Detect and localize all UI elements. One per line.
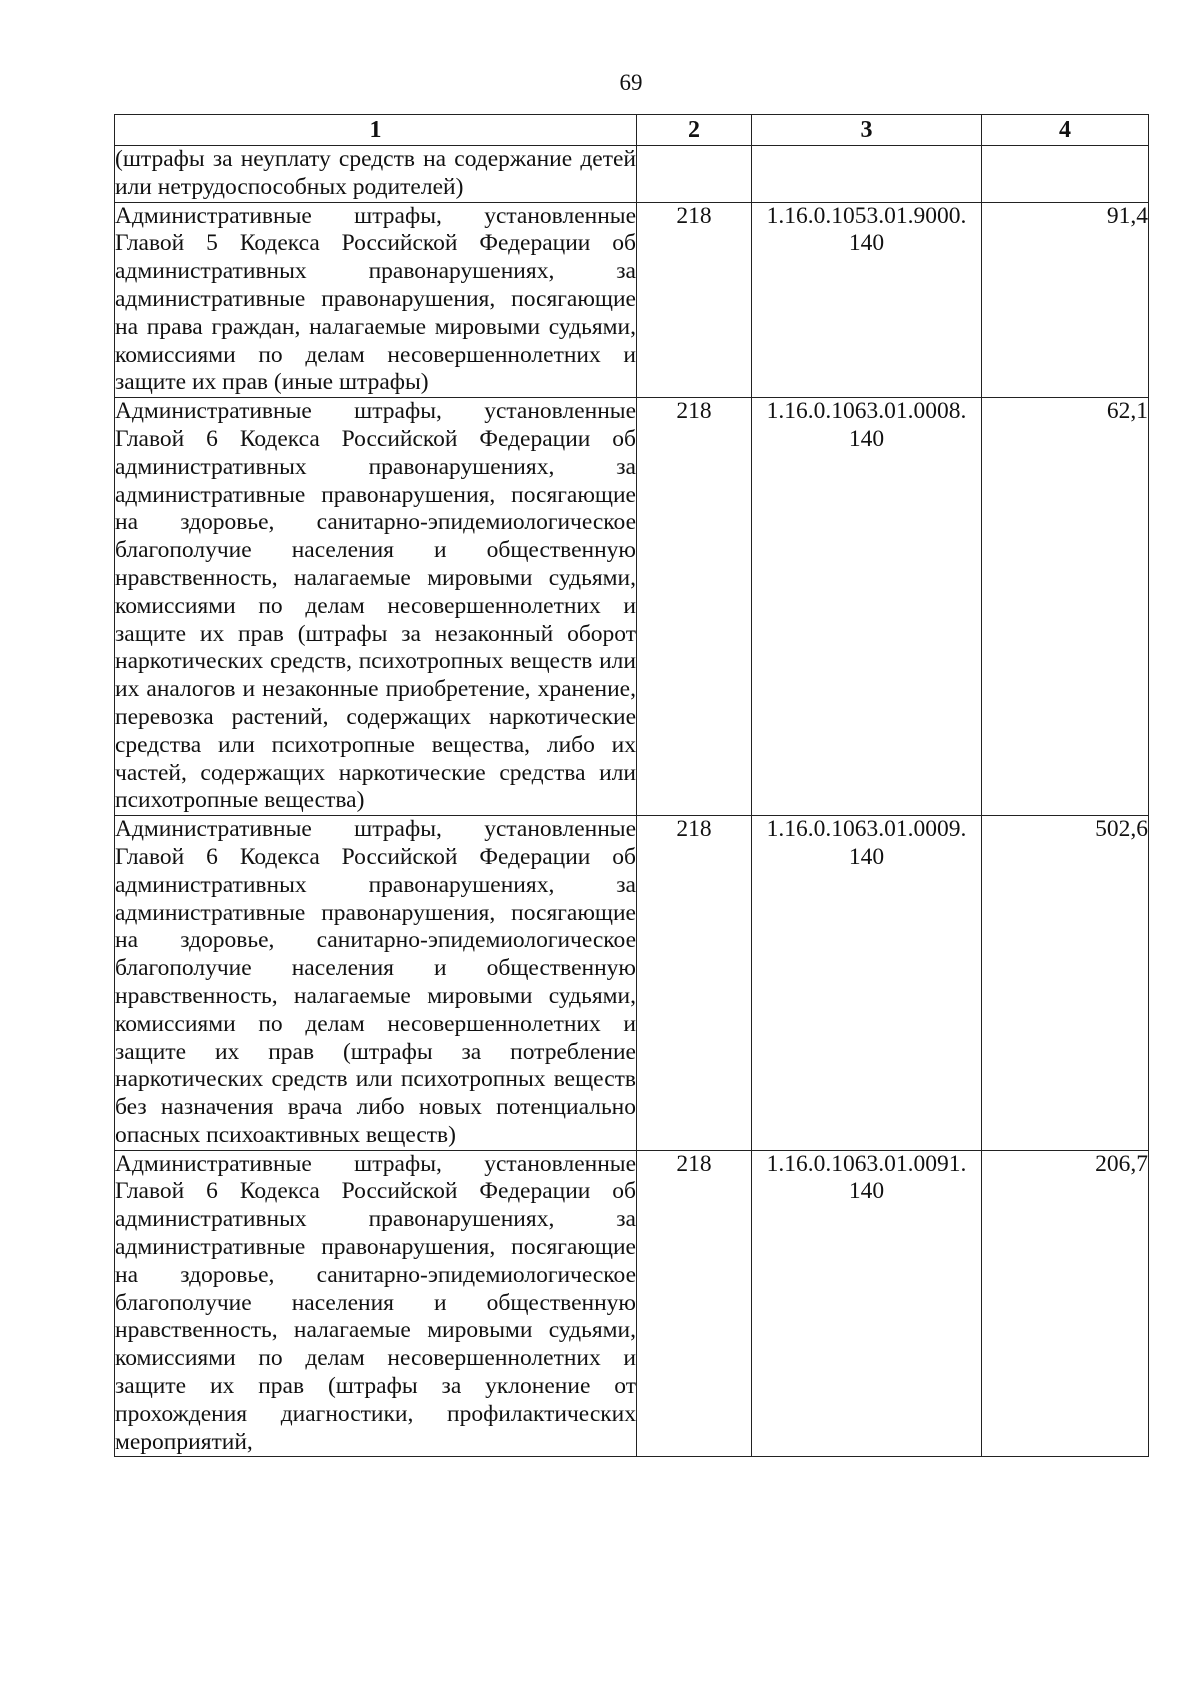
table-row [115, 146, 1149, 203]
row-amount [982, 146, 1149, 203]
row-admin-code: 218 [637, 1150, 752, 1457]
header-col-1: 1 [115, 115, 637, 146]
row-name: Административные штрафы, установленные Главой 6 Кодекса Российской Федерации об административных правонарушениях, за административные правонарушения, посягающие на здоровье, санитарно-эпидемиологическое благополучие населения и общественную нравственность, налагаемые мировыми судьями, комиссиями по делам несовершеннолетних и защите их прав (штрафы за незаконный оборот наркотических средств, психотропных веществ или их аналогов и незаконные приобретение, хранение, перевозка растений, содержащих наркотические средства или психотропные вещества, либо их частей, содержащих наркотические средства или психотропные вещества) [115, 398, 637, 816]
row-kbk-code: 1.16.0.1063.01.0091. 140 [752, 1150, 982, 1457]
table-header-row [115, 115, 1149, 146]
table-row [115, 816, 1149, 1151]
row-admin-code: 218 [637, 398, 752, 816]
row-name: (штрафы за неуплату средств на содержание детей или нетрудоспособных родителей) [115, 146, 637, 203]
row-admin-code: 218 [637, 816, 752, 1151]
row-admin-code [637, 146, 752, 203]
row-admin-code: 218 [637, 202, 752, 398]
header-col-3: 3 [752, 115, 982, 146]
header-col-4: 4 [982, 115, 1149, 146]
header-col-2: 2 [637, 115, 752, 146]
row-kbk-code: 1.16.0.1063.01.0009. 140 [752, 816, 982, 1151]
table-row [115, 1150, 1149, 1457]
revenue-table [114, 114, 1149, 1457]
row-kbk-code [752, 146, 982, 203]
row-amount: 91,4 [982, 202, 1149, 398]
row-amount: 502,6 [982, 816, 1149, 1151]
row-kbk-code: 1.16.0.1053.01.9000. 140 [752, 202, 982, 398]
row-name: Административные штрафы, установленные Главой 6 Кодекса Российской Федерации об административных правонарушениях, за административные правонарушения, посягающие на здоровье, санитарно-эпидемиологическое благополучие населения и общественную нравственность, налагаемые мировыми судьями, комиссиями по делам несовершеннолетних и защите их прав (штрафы за потребление наркотических средств или психотропных веществ без назначения врача либо новых потенциально опасных психоактивных веществ) [115, 816, 637, 1151]
table-row [115, 398, 1149, 816]
row-name: Административные штрафы, установленные Главой 5 Кодекса Российской Федерации об административных правонарушениях, за административные правонарушения, посягающие на права граждан, налагаемые мировыми судьями, комиссиями по делам несовершеннолетних и защите их прав (иные штрафы) [115, 202, 637, 398]
row-name: Административные штрафы, установленные Главой 6 Кодекса Российской Федерации об административных правонарушениях, за административные правонарушения, посягающие на здоровье, санитарно-эпидемиологическое благополучие населения и общественную нравственность, налагаемые мировыми судьями, комиссиями по делам несовершеннолетних и защите их прав (штрафы за уклонение от прохождения диагностики, профилактических мероприятий, [115, 1150, 637, 1457]
row-amount: 206,7 [982, 1150, 1149, 1457]
table-row [115, 202, 1149, 398]
row-amount: 62,1 [982, 398, 1149, 816]
page-number: 69 [619, 70, 643, 95]
row-kbk-code: 1.16.0.1063.01.0008. 140 [752, 398, 982, 816]
